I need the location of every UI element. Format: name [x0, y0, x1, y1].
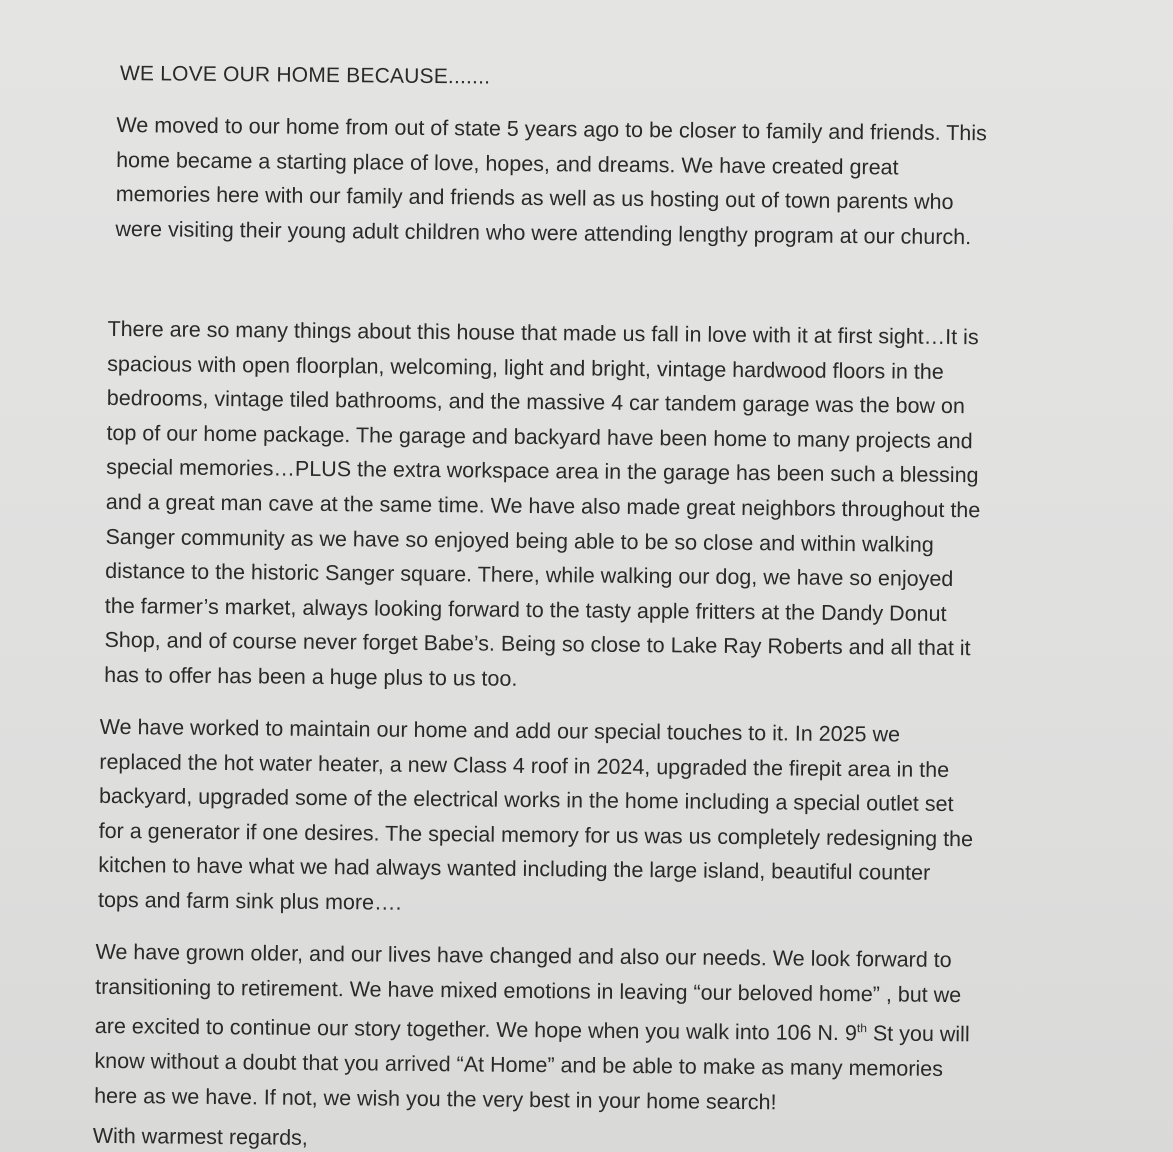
paragraph-moving-in: We moved to our home from out of state 5 years ago to be closer to family and friends. This home became a starting place of love, hopes, and dreams. We have created great memories here with our family and friends as well as us hosting out of town parents who were visiting their young adult children who were attending lengthy program at our church.: [115, 112, 987, 249]
closing-line: With warmest regards,: [92, 1123, 308, 1150]
farewell-text-start: We have grown older, and our lives have changed and also our needs. We look forward to transitioning to retirement. We have mixed emotions in leaving “our beloved home” , but we are excited to continue our story together. We hope when you walk into 106 N. 9: [94, 939, 962, 1046]
paragraph-house-features: There are so many things about this house that made us fall in love with it at first sight…It is spacious with open floorplan, welcoming, light and bright, vintage hardwood floors in the bedrooms, vintage tiled bathrooms, and the massive 4 car tandem garage was the bow on top of our home package. The garage and backyard have been home to many projects and special memories…PLUS the extra workspace area in the garage has been such a blessing and a great man cave at the same time. We have also made great neighbors throughout the Sanger community as we have so enjoyed being able to be so close and within walking distance to the historic Sanger square. There, while walking our dog, we have so enjoyed the farmer’s market, always looking forward to the tasty apple fritters at the Dandy Donut Shop, and of course never forget Babe’s. Being so close to Lake Ray Roberts and all that it has to offer has been a huge plus to us too.: [104, 316, 981, 691]
letter-heading: WE LOVE OUR HOME BECAUSE.......: [119, 62, 491, 89]
farewell-text-end: St you will know without a doubt that you arrived “At Home” and be able to make as many memories here as we have. If not, we wish you the very best in your home search!: [94, 1021, 970, 1114]
ordinal-suffix: th: [856, 1021, 868, 1036]
paragraph-farewell: [94, 935, 1096, 1123]
paragraph-improvements: We have worked to maintain our home and add our special touches to it. In 2025 we replaced the hot water heater, a new Class 4 roof in 2024, upgraded the firepit area in the backyard, upgraded some of the electrical works in the home including a special outlet set for a generator if one desires. The special memory for us was us completely redesigning the kitchen to have what we had always wanted including the large island, beautiful counter tops and farm sink plus more….: [97, 714, 974, 915]
